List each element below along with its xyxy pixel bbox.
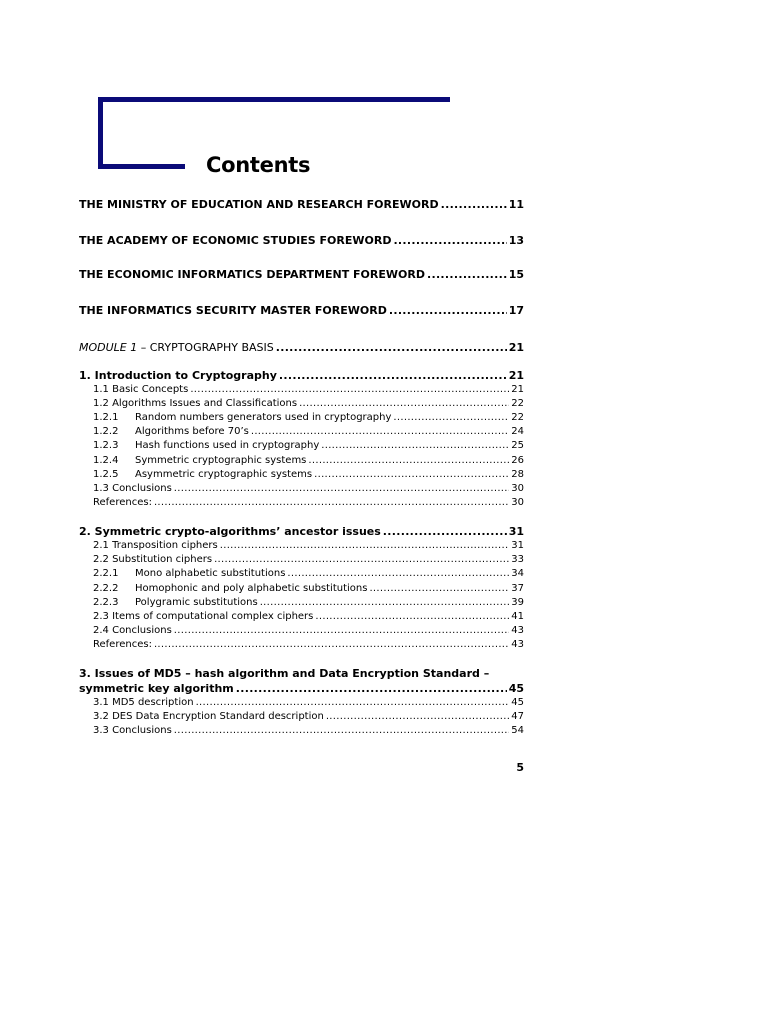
toc-entry-text: Asymmetric cryptographic systems bbox=[135, 469, 313, 480]
toc-label: THE ACADEMY OF ECONOMIC STUDIES FOREWORD bbox=[79, 234, 392, 247]
module-suffix: – CRYPTOGRAPHY BASIS bbox=[137, 341, 274, 354]
toc-label bbox=[93, 439, 319, 453]
toc-label: 2.4 Conclusions bbox=[93, 625, 172, 636]
toc-label bbox=[93, 468, 312, 482]
toc-entry-text: Symmetric cryptographic systems bbox=[135, 455, 307, 466]
toc-page: 39 bbox=[511, 597, 524, 608]
toc-entry[interactable] bbox=[93, 411, 524, 425]
toc-entry-number: 2.2.1 bbox=[93, 568, 119, 579]
toc-label: THE ECONOMIC INFORMATICS DEPARTMENT FOREWORD bbox=[79, 268, 425, 281]
toc-entry-text: Polygramic substitutions bbox=[135, 597, 258, 608]
toc-label: 2.3 Items of computational complex ciphers bbox=[93, 611, 314, 622]
toc-label bbox=[93, 425, 249, 439]
toc-page: 25 bbox=[511, 440, 524, 451]
toc-label bbox=[93, 596, 258, 610]
header-bracket-bottom bbox=[98, 164, 185, 169]
header-bracket-left bbox=[98, 97, 103, 169]
toc-foreword-master[interactable] bbox=[79, 303, 524, 319]
toc-label: References: bbox=[93, 639, 152, 650]
toc-page: 22 bbox=[511, 398, 524, 409]
toc-page: 30 bbox=[511, 497, 524, 508]
toc-entry[interactable] bbox=[93, 724, 524, 738]
toc-entry[interactable] bbox=[93, 696, 524, 710]
toc-page: 21 bbox=[508, 341, 524, 354]
toc-entry[interactable] bbox=[93, 496, 524, 510]
toc-page: 26 bbox=[511, 455, 524, 466]
toc-label: symmetric key algorithm bbox=[79, 682, 234, 695]
toc-entry-number: 2.2.2 bbox=[93, 583, 119, 594]
toc-page: 21 bbox=[511, 384, 524, 395]
toc-label bbox=[93, 582, 367, 596]
toc-label: 3.2 DES Data Encryption Standard description bbox=[93, 711, 324, 722]
toc-label bbox=[93, 411, 391, 425]
toc-label: 3.1 MD5 description bbox=[93, 697, 194, 708]
toc-label bbox=[93, 454, 306, 468]
page-title: Contents bbox=[206, 153, 311, 177]
toc-page: 37 bbox=[511, 583, 524, 594]
toc-page: 11 bbox=[508, 198, 524, 211]
toc-label: 1.3 Conclusions bbox=[93, 483, 172, 494]
toc-label: References: bbox=[93, 497, 152, 508]
toc-chapter-1[interactable] bbox=[79, 368, 524, 384]
module-prefix: MODULE 1 bbox=[79, 341, 138, 354]
toc-entry[interactable] bbox=[93, 397, 524, 411]
toc-entry[interactable] bbox=[93, 582, 524, 596]
toc-entry-text: Homophonic and poly alphabetic substitutions bbox=[135, 583, 368, 594]
toc-page: 34 bbox=[511, 568, 524, 579]
toc-entry[interactable] bbox=[93, 567, 524, 581]
toc-page: 24 bbox=[511, 426, 524, 437]
toc-page: 45 bbox=[511, 697, 524, 708]
toc-page: 45 bbox=[508, 682, 524, 695]
toc-entry[interactable] bbox=[93, 596, 524, 610]
toc-label: 1.2 Algorithms Issues and Classifications bbox=[93, 398, 298, 409]
toc-page: 22 bbox=[511, 412, 524, 423]
toc-entry-number: 1.2.5 bbox=[93, 469, 119, 480]
toc-entry[interactable] bbox=[93, 454, 524, 468]
toc-entry-text: Hash functions used in cryptography bbox=[135, 440, 320, 451]
toc-entry-number: 2.2.3 bbox=[93, 597, 119, 608]
toc-page: 54 bbox=[511, 725, 524, 736]
toc-chapter-3[interactable] bbox=[79, 681, 524, 697]
toc-entry[interactable] bbox=[93, 638, 524, 652]
toc-label: 2. Symmetric crypto-algorithms’ ancestor issues bbox=[79, 525, 381, 538]
toc-page: 17 bbox=[508, 304, 524, 317]
toc-entry-number: 1.2.4 bbox=[93, 455, 119, 466]
toc-entry[interactable] bbox=[93, 710, 524, 724]
toc-entry-text: Mono alphabetic substitutions bbox=[135, 568, 286, 579]
toc-foreword-department[interactable] bbox=[79, 267, 524, 283]
toc-entry-number: 1.2.3 bbox=[93, 440, 119, 451]
toc-label: THE MINISTRY OF EDUCATION AND RESEARCH FOREWORD bbox=[79, 198, 439, 211]
toc-page: 47 bbox=[511, 711, 524, 722]
toc-label: THE INFORMATICS SECURITY MASTER FOREWORD bbox=[79, 304, 387, 317]
toc-entry[interactable] bbox=[93, 439, 524, 453]
toc-page: 13 bbox=[508, 234, 524, 247]
toc-page: 33 bbox=[511, 554, 524, 565]
toc-page: 21 bbox=[508, 369, 524, 382]
toc-page: 41 bbox=[511, 611, 524, 622]
toc-entry[interactable] bbox=[93, 553, 524, 567]
toc-page: 28 bbox=[511, 469, 524, 480]
toc-module-1[interactable] bbox=[79, 340, 524, 356]
toc-entry[interactable] bbox=[93, 610, 524, 624]
toc-label: 1.1 Basic Concepts bbox=[93, 384, 189, 395]
toc-entry[interactable] bbox=[93, 425, 524, 439]
toc-entry-text: Random numbers generators used in cryptography bbox=[135, 412, 392, 423]
toc-page: 43 bbox=[511, 639, 524, 650]
toc-label bbox=[93, 567, 285, 581]
toc-page: 31 bbox=[508, 525, 524, 538]
toc-foreword-academy[interactable] bbox=[79, 233, 524, 249]
toc-entry[interactable] bbox=[93, 539, 524, 553]
toc-label bbox=[79, 340, 274, 356]
toc-entry-number: 1.2.1 bbox=[93, 412, 119, 423]
toc-entry[interactable] bbox=[93, 624, 524, 638]
toc-entry[interactable] bbox=[93, 383, 524, 397]
toc-chapter-2[interactable] bbox=[79, 524, 524, 540]
toc-entry[interactable] bbox=[93, 482, 524, 496]
header-bracket-top bbox=[98, 97, 450, 102]
toc-page: 30 bbox=[511, 483, 524, 494]
toc-label: 3.3 Conclusions bbox=[93, 725, 172, 736]
toc-page: 43 bbox=[511, 625, 524, 636]
toc-chapter-3-title-line1[interactable]: 3. Issues of MD5 – hash algorithm and Data Encryption Standard – bbox=[79, 667, 490, 680]
toc-foreword-ministry[interactable] bbox=[79, 197, 524, 213]
toc-entry[interactable] bbox=[93, 468, 524, 482]
toc-label: 2.2 Substitution ciphers bbox=[93, 554, 213, 565]
toc-page: 15 bbox=[508, 268, 524, 281]
page-number: 5 bbox=[516, 761, 524, 774]
toc-entry-text: Algorithms before 70’s bbox=[135, 426, 249, 437]
toc-label: 1. Introduction to Cryptography bbox=[79, 369, 277, 382]
toc-label: 2.1 Transposition ciphers bbox=[93, 540, 218, 551]
toc-page: 31 bbox=[511, 540, 524, 551]
toc-entry-number: 1.2.2 bbox=[93, 426, 119, 437]
